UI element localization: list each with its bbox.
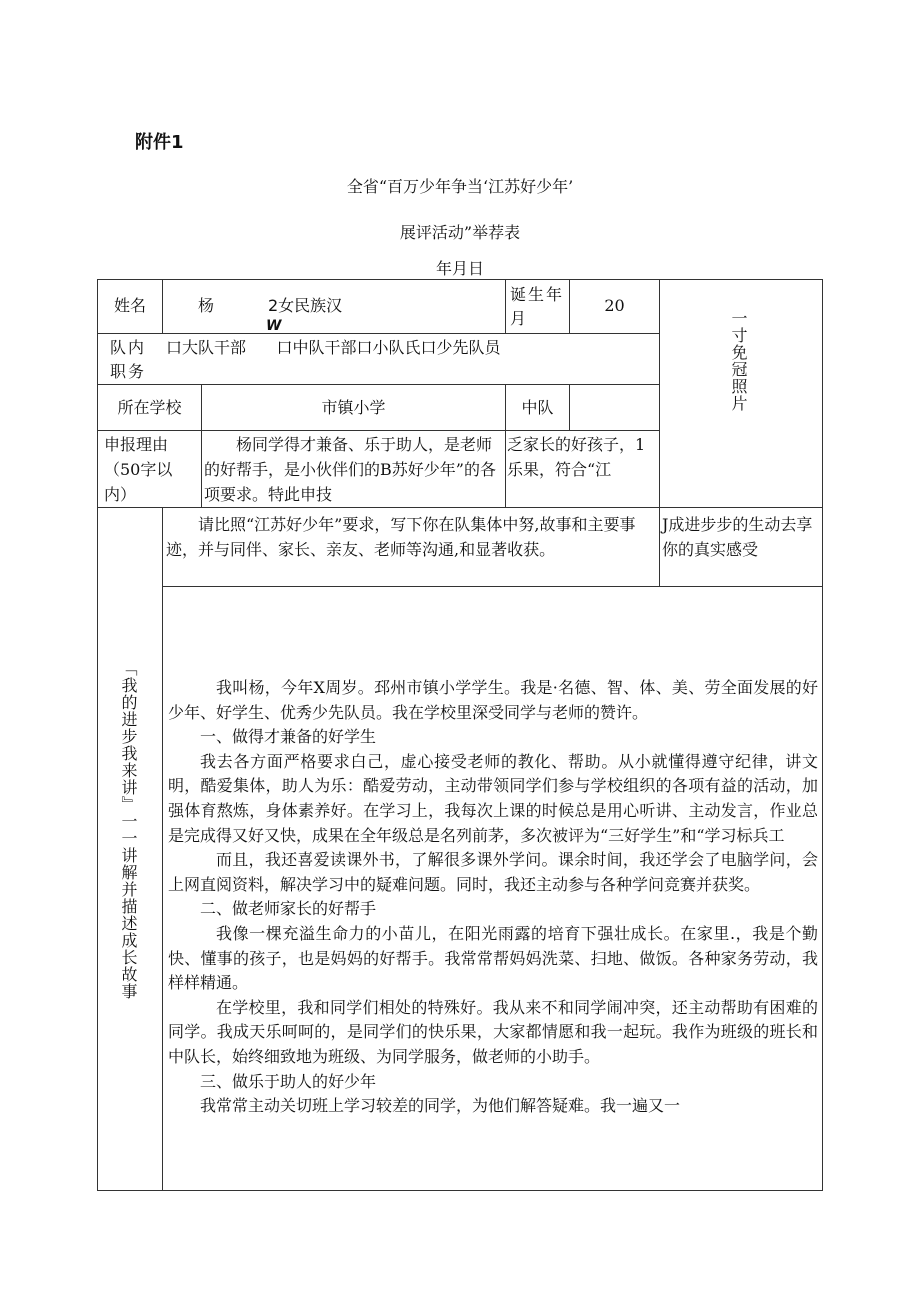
table-border-right — [822, 279, 823, 1191]
instruction-left: 请比照“江苏好少年”要求，写下你在队集体中努,故事和主要事迹，并与同伴、家长、亲友、老师等沟通,和显著收获。 — [166, 515, 636, 559]
reason-text-left: 杨同学得才兼备、乐于助人，是老师的好帮手，是小伙伴们的B苏好少年”的各项要求。特此申技 — [204, 435, 496, 504]
birth-value: 20 — [604, 296, 625, 315]
instruction-right: J成进步步的生动去享你的真实感受 — [662, 515, 813, 559]
row-divider-5 — [162, 586, 822, 587]
story-heading: 三、做乐于助人的好少年 — [200, 1071, 377, 1091]
table-border-top — [97, 279, 822, 280]
name-label: 姓名 — [113, 296, 146, 315]
row-divider-1 — [97, 333, 659, 334]
role-options: 口大队干部 口中队干部口小队氏口少先队员 — [166, 338, 501, 357]
school-label: 所在学校 — [117, 398, 182, 417]
gender-ethnicity-value: 2女民族汉 — [268, 296, 343, 315]
table-border-bottom — [97, 1190, 822, 1191]
story-body — [168, 676, 818, 1119]
form-date: 年月日 — [435, 259, 484, 278]
col-divider-a2 — [162, 507, 163, 1191]
birth-label: 诞生年月 — [510, 285, 565, 328]
reason-text-right: 乏家长的好孩子，1乐果，符合“江 — [507, 435, 646, 479]
photo-placeholder-label: 一寸免冠照片 — [729, 310, 748, 412]
col-divider-a1 — [162, 279, 163, 334]
school-value: 市镇小学 — [321, 398, 386, 417]
story-section-label: 「我的进步我来讲』一一讲解并描述成长故事 — [119, 660, 138, 1000]
story-paragraph: 我常常主动关切班上学习较差的同学，为他们解答疑难。我一遍又一 — [200, 1096, 681, 1116]
reason-label: 申报理由（50字以内） — [104, 435, 173, 504]
row-divider-3 — [97, 430, 659, 431]
role-label: 队内职务 — [110, 338, 147, 381]
col-divider-c1 — [505, 279, 506, 334]
story-heading: 二、做老师家长的好帮手 — [200, 899, 377, 919]
col-divider-photo — [659, 279, 660, 587]
form-title-line1: 全省“百万少年争当‘江苏好少年’ — [346, 177, 574, 196]
squad-label: 中队 — [521, 398, 554, 417]
attachment-label: 附件1 — [135, 132, 184, 153]
name-value: 杨 — [198, 296, 215, 315]
story-paragraph: 我叫杨，今年X周岁。邳州市镇小学学生。我是·名德、智、体、美、劳全面发展的好少年、好学生、优秀少先队员。我在学校里深受同学与老师的赞许。 — [168, 678, 818, 722]
story-heading: 一、做得才兼备的好学生 — [200, 727, 377, 747]
col-divider-d2 — [569, 384, 570, 431]
row-divider-2 — [97, 384, 659, 385]
form-title-line2: 展评活动”举荐表 — [399, 223, 521, 242]
row-divider-4 — [97, 507, 822, 508]
story-paragraph: 在学校里，我和同学们相处的特殊好。我从来不和同学闹冲突，还主动帮助有困难的同学。我成天乐呵呵的，是同学们的快乐果，大家都情愿和我一起玩。我作为班级的班长和中队长，始终细致地为班级、为同学服务，做老师的小助手。 — [168, 997, 818, 1066]
w-mark: W — [266, 318, 282, 334]
story-paragraph: 而且，我还喜爱读课外书，了解很多课外学问。课余时间，我还学会了电脑学问，会上网直阅资料，解决学习中的疑难问题。同时，我还主动参与各种学问竞赛并获奖。 — [168, 850, 818, 894]
story-paragraph: 我去各方面严格要求白己，虚心接受老师的教化、帮助。从小就懂得遵守纪律，讲文明，酷爱集体，助人为乐：酷爱劳动，主动带领同学们参与学校组织的各项有益的活动，加强体育熬炼，身体素养好。在学习上，我每次上课的时候总是用心听讲、主动发言，作业总是完成得又好又快，成果在全年级总是名列前茅，多次被评为“三好学生”和“学习标兵工 — [168, 751, 818, 845]
story-paragraph: 我像一棵充溢生命力的小苗儿，在阳光雨露的培育下强壮成长。在家里.，我是个勤快、懂事的孩子，也是妈妈的好帮手。我常常帮妈妈洗菜、扫地、做饭。各种家务劳动，我样样精通。 — [168, 923, 818, 993]
